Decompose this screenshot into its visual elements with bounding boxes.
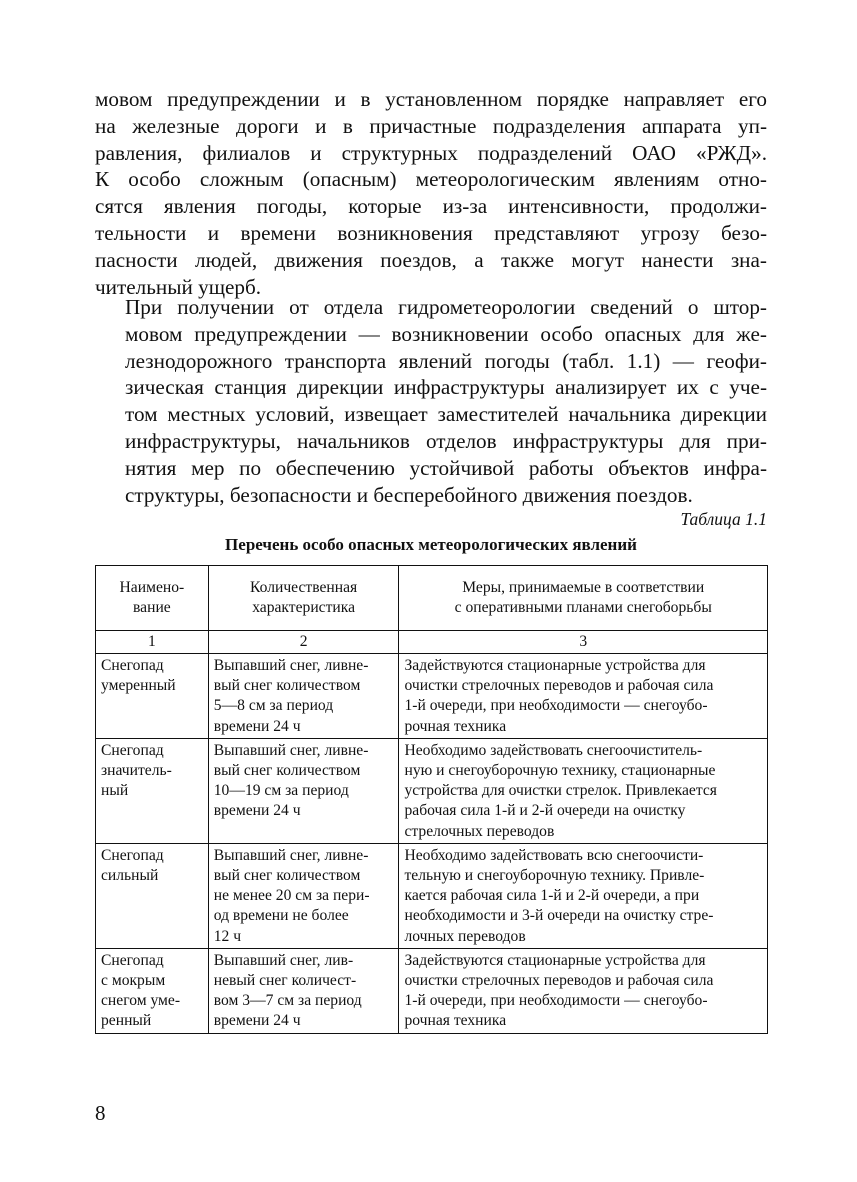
cell-phenomenon <box>96 843 209 948</box>
cell-quantity <box>208 843 399 948</box>
cell-text-line: 1-й очереди, при необходимости — снегоубо- <box>404 992 708 1010</box>
header-quantity <box>208 566 399 631</box>
cell-phenomenon <box>96 948 209 1033</box>
cell-text-line: 12 ч <box>213 927 242 945</box>
text-line: мовом предупреждении — возникновении особо опасных для же- <box>125 321 767 346</box>
table-title: Перечень особо опасных метеорологических явлений <box>225 535 637 554</box>
cell-text-line: снегом уме- <box>101 992 181 1010</box>
cell-text-line: Количественная <box>250 578 358 596</box>
cell-text-line: Снегопад <box>101 951 164 969</box>
cell-phenomenon <box>96 738 209 843</box>
text-line: структуры, безопасности и бесперебойного движения поездов. <box>125 482 693 507</box>
cell-text-line: с мокрым <box>101 972 166 990</box>
body-paragraph-1 <box>95 86 767 300</box>
cell-text-line: 1-й очереди, при необходимости — снегоубо- <box>404 697 708 715</box>
text-line: лезнодорожного транспорта явлений погоды (табл. 1.1) — геофи- <box>125 348 767 373</box>
cell-text-line: Выпавший снег, ливне- <box>213 741 369 759</box>
cell-text-line: Выпавший снег, ливне- <box>213 846 369 864</box>
cell-text-line: 5—8 см за период <box>213 697 334 715</box>
text-line: При получении от отдела гидрометеорологии сведений о штор- <box>125 295 767 319</box>
cell-text-line: Необходимо задействовать снегоочиститель- <box>404 741 703 759</box>
cell-text-line: Снегопад <box>101 846 164 864</box>
cell-text-line: вый снег количеством <box>213 867 361 885</box>
cell-text-line: рабочая сила 1-й и 2-й очереди на очистку <box>404 802 686 820</box>
text-line: зическая станция дирекции инфраструктуры анализирует их с уче- <box>125 375 767 400</box>
cell-text-line: очистки стрелочных переводов и рабочая сила <box>404 677 714 695</box>
cell-text-line: Выпавший снег, лив- <box>213 951 354 969</box>
cell-text-line: умеренный <box>101 677 176 695</box>
cell-text-line: лочных переводов <box>404 927 526 945</box>
table-row <box>96 948 768 1033</box>
cell-text-line: рочная техника <box>404 1012 507 1030</box>
cell-text-line: невый снег количест- <box>213 972 357 990</box>
cell-text-line: с оперативными планами снегоборьбы <box>454 599 712 616</box>
cell-text-line: тельную и снегоуборочную технику. Привле- <box>404 867 705 885</box>
cell-measures <box>399 738 768 843</box>
page-number: 8 <box>95 1101 106 1125</box>
table-header-row <box>96 566 768 631</box>
cell-text-line: очистки стрелочных переводов и рабочая сила <box>404 972 714 990</box>
cell-text-line: характеристика <box>252 599 356 616</box>
column-number: 1 <box>96 631 209 654</box>
text-line: тельности и времени возникновения представляют угрозу безо- <box>95 220 767 245</box>
cell-phenomenon <box>96 654 209 739</box>
text-line: К особо сложным (опасным) метеорологическим явлениям отно- <box>95 167 767 192</box>
column-number-row <box>96 631 768 654</box>
text-line: пасности людей, движения поездов, а также могут нанести зна- <box>95 247 767 272</box>
meteorological-phenomena-table <box>95 565 768 1034</box>
cell-text-line: вый снег количеством <box>213 677 361 695</box>
cell-measures <box>399 654 768 739</box>
cell-text-line: стрелочных переводов <box>404 822 555 840</box>
cell-text-line: Меры, принимаемые в соответствии <box>462 578 705 596</box>
cell-text-line: Необходимо задействовать всю снегоочисти- <box>404 846 704 864</box>
text-line: мовом предупреждении и в установленном порядке направляет его <box>95 87 767 111</box>
cell-quantity <box>208 654 399 739</box>
cell-text-line: кается рабочая сила 1-й и 2-й очереди, а при <box>404 887 700 905</box>
body-paragraph-2 <box>95 294 767 508</box>
cell-text-line: 10—19 см за период <box>213 782 349 800</box>
header-measures <box>399 566 768 631</box>
cell-text-line: од времени не более <box>213 907 349 925</box>
text-line: том местных условий, извещает заместителей начальника дирекции <box>125 402 767 427</box>
cell-measures <box>399 843 768 948</box>
cell-text-line: Выпавший снег, ливне- <box>213 657 369 674</box>
header-name <box>96 566 209 631</box>
cell-text-line: Снегопад <box>101 741 164 759</box>
cell-text-line: ную и снегоуборочную технику, стационарные <box>404 762 716 780</box>
cell-text-line: Задействуются стационарные устройства для <box>404 951 706 969</box>
cell-text-line: не менее 20 см за пери- <box>213 887 370 905</box>
cell-quantity <box>208 948 399 1033</box>
cell-text-line: Наимено- <box>119 578 185 596</box>
cell-quantity <box>208 738 399 843</box>
text-line: чительный ущерб. <box>95 274 262 299</box>
column-number: 2 <box>208 631 399 654</box>
table-row <box>96 843 768 948</box>
column-number: 3 <box>399 631 768 654</box>
table-row <box>96 654 768 739</box>
text-line: сятся явления погоды, которые из-за интенсивности, продолжи- <box>95 194 767 219</box>
text-line: равления, филиалов и структурных подразделений ОАО «РЖД». <box>95 140 767 165</box>
cell-text-line: значитель- <box>101 762 172 780</box>
cell-text-line: ренный <box>101 1012 152 1030</box>
table-row <box>96 738 768 843</box>
cell-measures <box>399 948 768 1033</box>
cell-text-line: Задействуются стационарные устройства для <box>404 657 706 674</box>
cell-text-line: сильный <box>101 867 159 885</box>
cell-text-line: ный <box>101 782 129 800</box>
cell-text-line: необходимости и 3-й очереди на очистку стре- <box>404 907 714 925</box>
cell-text-line: времени 24 ч <box>213 1012 301 1030</box>
cell-text-line: вый снег количеством <box>213 762 361 780</box>
cell-text-line: вание <box>133 599 171 616</box>
cell-text-line: вом 3—7 см за период <box>213 992 362 1010</box>
cell-text-line: рочная техника <box>404 717 507 735</box>
table-caption: Таблица 1.1 <box>680 509 767 529</box>
cell-text-line: времени 24 ч <box>213 802 301 820</box>
text-line: инфраструктуры, начальников отделов инфраструктуры для при- <box>125 428 767 453</box>
cell-text-line: времени 24 ч <box>213 717 301 735</box>
text-line: на железные дороги и в причастные подразделения аппарата уп- <box>95 113 767 138</box>
text-line: нятия мер по обеспечению устойчивой работы объектов инфра- <box>125 455 767 480</box>
cell-text-line: устройства для очистки стрелок. Привлекается <box>404 782 717 800</box>
cell-text-line: Снегопад <box>101 657 164 674</box>
